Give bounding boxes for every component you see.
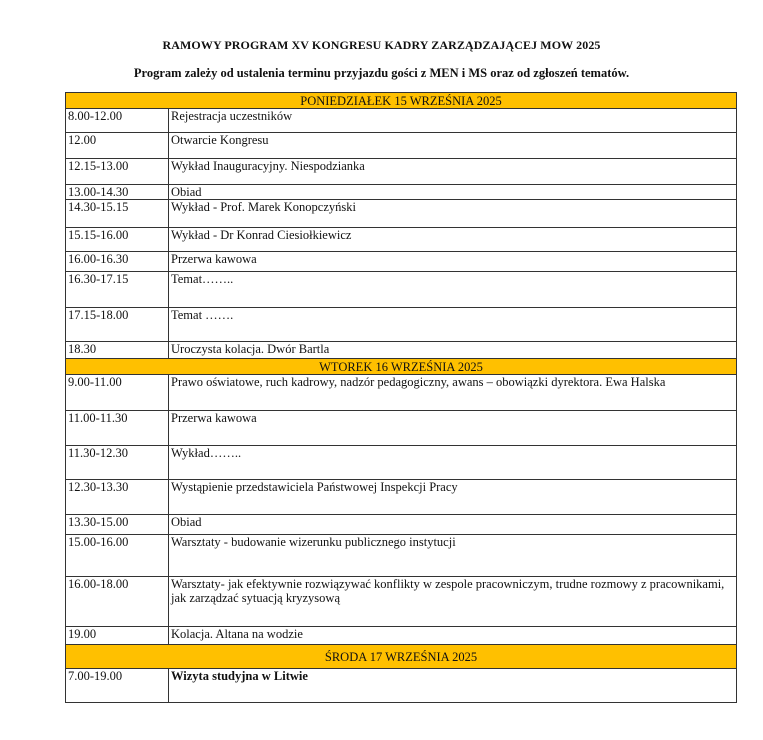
schedule-row [66,535,737,577]
schedule-row [66,159,737,185]
activity-cell: Temat…….. [169,272,737,308]
time-cell: 13.00-14.30 [66,185,169,200]
activity-cell: Warsztaty- jak efektywnie rozwiązywać konflikty w zespole pracowniczym, trudne rozmowy z pracownikami, jak zarządzać sytuacją kryzysową [169,577,737,627]
time-cell: 16.30-17.15 [66,272,169,308]
day-header: ŚRODA 17 WRZEŚNIA 2025 [66,645,737,669]
program-table [65,92,737,703]
time-cell: 11.30-12.30 [66,446,169,480]
time-cell: 15.00-16.00 [66,535,169,577]
activity-cell: Wykład - Prof. Marek Konopczyński [169,200,737,228]
schedule-row [66,515,737,535]
schedule-row [66,272,737,308]
schedule-row [66,133,737,159]
page-subtitle: Program zależy od ustalenia terminu przyjazdu gości z MEN i MS oraz od zgłoszeń tematów. [133,66,630,80]
activity-cell: Temat ……. [169,308,737,342]
activity-cell: Obiad [169,515,737,535]
time-cell: 12.30-13.30 [66,480,169,515]
day-header-row [66,359,737,375]
activity-cell: Prawo oświatowe, ruch kadrowy, nadzór pedagogiczny, awans – obowiązki dyrektora. Ewa Halska [169,375,737,411]
time-cell: 12.00 [66,133,169,159]
time-cell: 11.00-11.30 [66,411,169,446]
time-cell: 18.30 [66,342,169,359]
activity-cell: Przerwa kawowa [169,252,737,272]
activity-cell: Uroczysta kolacja. Dwór Bartla [169,342,737,359]
activity-cell: Warsztaty - budowanie wizerunku publicznego instytucji [169,535,737,577]
time-cell: 12.15-13.00 [66,159,169,185]
day-header-row [66,645,737,669]
activity-cell: Wizyta studyjna w Litwie [169,669,737,703]
activity-cell: Wykład…….. [169,446,737,480]
activity-cell: Obiad [169,185,737,200]
schedule-row [66,669,737,703]
activity-cell: Przerwa kawowa [169,411,737,446]
schedule-row [66,185,737,200]
time-cell: 13.30-15.00 [66,515,169,535]
day-header: PONIEDZIAŁEK 15 WRZEŚNIA 2025 [66,93,737,109]
activity-cell: Rejestracja uczestników [169,109,737,133]
day-header: WTOREK 16 WRZEŚNIA 2025 [66,359,737,375]
activity-cell: Wykład Inauguracyjny. Niespodzianka [169,159,737,185]
schedule-row [66,627,737,645]
time-cell: 16.00-16.30 [66,252,169,272]
time-cell: 8.00-12.00 [66,109,169,133]
schedule-row [66,109,737,133]
time-cell: 7.00-19.00 [66,669,169,703]
schedule-row [66,375,737,411]
schedule-row [66,252,737,272]
schedule-row [66,446,737,480]
schedule-row [66,577,737,627]
schedule-row [66,411,737,446]
activity-cell: Wykład - Dr Konrad Ciesiołkiewicz [169,228,737,252]
activity-cell: Otwarcie Kongresu [169,133,737,159]
day-header-row [66,93,737,109]
schedule-row [66,200,737,228]
schedule-row [66,342,737,359]
time-cell: 16.00-18.00 [66,577,169,627]
time-cell: 9.00-11.00 [66,375,169,411]
time-cell: 15.15-16.00 [66,228,169,252]
schedule-row [66,480,737,515]
page-title: RAMOWY PROGRAM XV KONGRESU KADRY ZARZĄDZAJĄCEJ MOW 2025 [162,38,601,52]
schedule-row [66,228,737,252]
activity-cell: Kolacja. Altana na wodzie [169,627,737,645]
schedule-row [66,308,737,342]
time-cell: 14.30-15.15 [66,200,169,228]
time-cell: 17.15-18.00 [66,308,169,342]
activity-cell: Wystąpienie przedstawiciela Państwowej Inspekcji Pracy [169,480,737,515]
time-cell: 19.00 [66,627,169,645]
